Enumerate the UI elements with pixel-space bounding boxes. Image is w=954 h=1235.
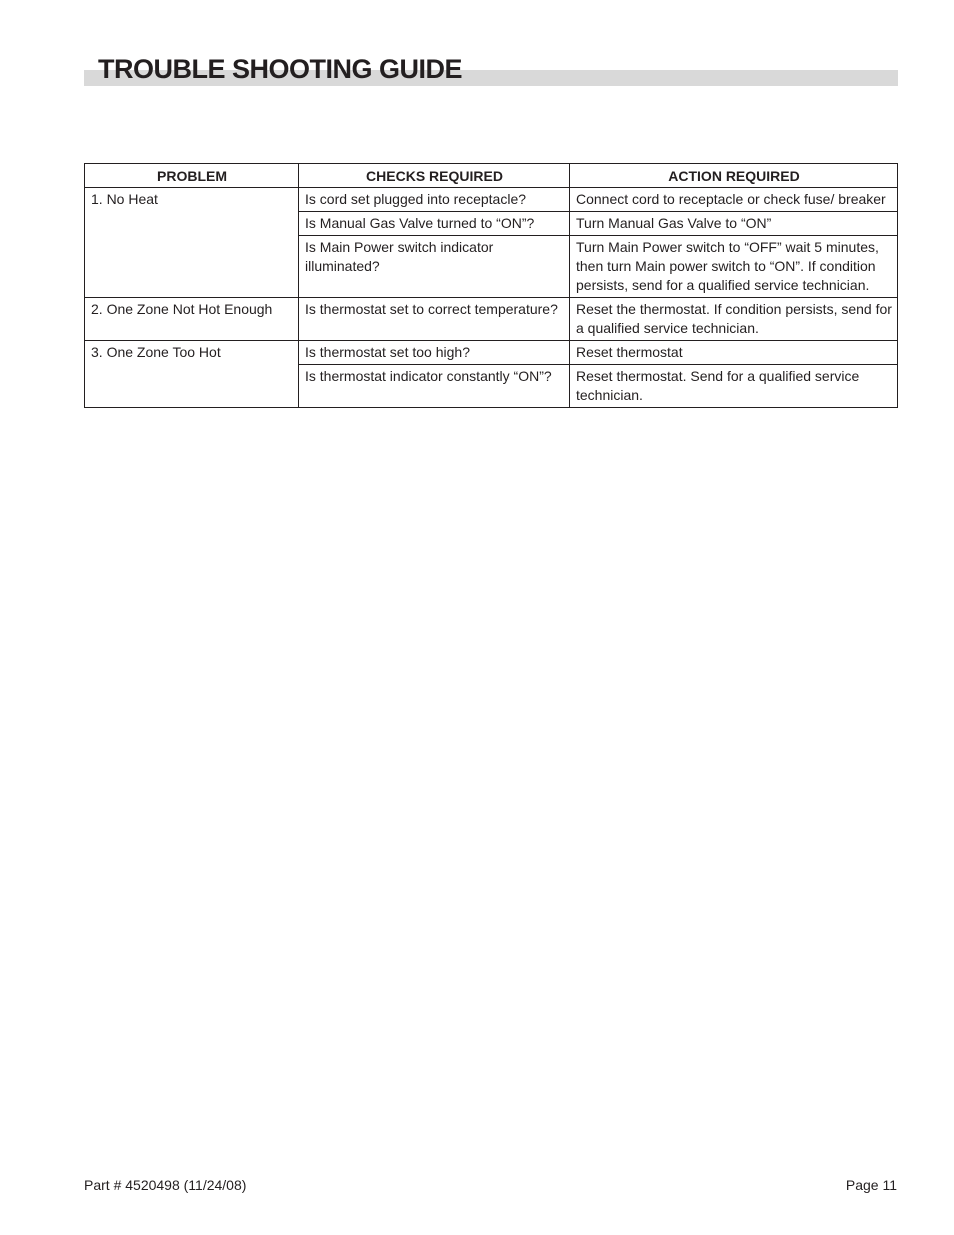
page-title: TROUBLE SHOOTING GUIDE xyxy=(98,54,463,84)
footer-part-number: Part # 4520498 (11/24/08) xyxy=(84,1177,247,1193)
table-row xyxy=(85,298,898,341)
check-cell: Is thermostat set too high? xyxy=(299,341,570,365)
check-cell: Is cord set plugged into receptacle? xyxy=(299,188,570,212)
column-header-action: ACTION REQUIRED xyxy=(570,164,898,188)
action-cell: Reset thermostat. Send for a qualified service technician. xyxy=(570,365,898,408)
column-header-problem: PROBLEM xyxy=(85,164,299,188)
check-cell: Is Main Power switch indicator illuminated? xyxy=(299,236,570,298)
problem-cell: 2. One Zone Not Hot Enough xyxy=(85,298,299,341)
problem-cell: 1. No Heat xyxy=(85,188,299,298)
check-cell: Is thermostat set to correct temperature? xyxy=(299,298,570,341)
check-cell: Is Manual Gas Valve turned to “ON”? xyxy=(299,212,570,236)
page-heading xyxy=(84,52,898,86)
column-header-checks: CHECKS REQUIRED xyxy=(299,164,570,188)
action-cell: Reset the thermostat. If condition persists, send for a qualified service technician. xyxy=(570,298,898,341)
problem-cell: 3. One Zone Too Hot xyxy=(85,341,299,408)
troubleshooting-table xyxy=(84,163,898,408)
table-header-row xyxy=(85,164,898,188)
action-cell: Connect cord to receptacle or check fuse/ breaker xyxy=(570,188,898,212)
footer-page-number: Page 11 xyxy=(845,1177,897,1193)
check-cell: Is thermostat indicator constantly “ON”? xyxy=(299,365,570,408)
action-cell: Reset thermostat xyxy=(570,341,898,365)
action-cell: Turn Main Power switch to “OFF” wait 5 minutes, then turn Main power switch to “ON”. If condition persists, send for a qualified service technician. xyxy=(570,236,898,298)
table-row xyxy=(85,188,898,212)
table-row xyxy=(85,341,898,365)
action-cell: Turn Manual Gas Valve to “ON” xyxy=(570,212,898,236)
